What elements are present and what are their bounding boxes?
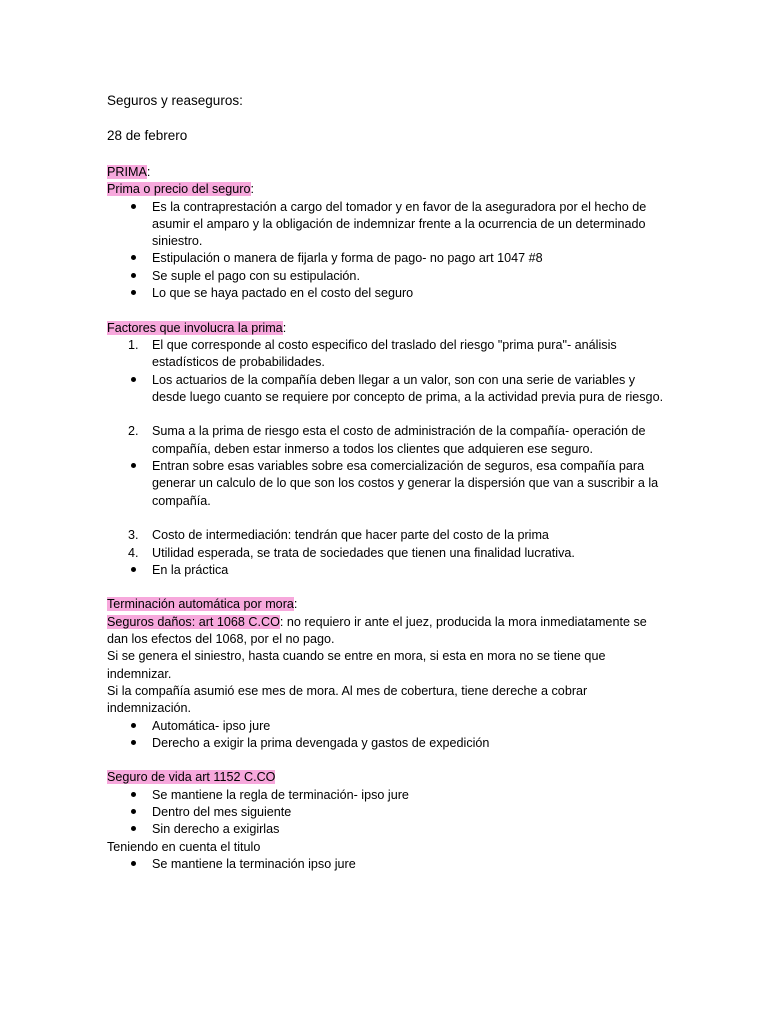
list-number: 1. bbox=[128, 337, 139, 352]
list-item: Se mantiene la terminación ipso jure bbox=[107, 856, 668, 873]
list-item: Es la contraprestación a cargo del tomador y en favor de la aseguradora por el hecho de asumir el amparo y la obligación de indemnizar frente a la ocurrencia de un determinado siniestro. bbox=[107, 199, 668, 251]
bullet-dot-icon bbox=[131, 199, 149, 216]
bullet-dot-icon bbox=[131, 562, 149, 579]
factores-list bbox=[107, 337, 668, 579]
section-prima-subheading: Prima o precio del seguro: bbox=[107, 182, 254, 197]
highlight: Factores que involucra la prima bbox=[107, 320, 283, 335]
list-item: Estipulación o manera de fijarla y forma de pago- no pago art 1047 #8 bbox=[107, 250, 668, 267]
bullet-dot-icon bbox=[131, 787, 149, 804]
highlight: Seguros daños: art 1068 C.CO bbox=[107, 614, 280, 629]
bullet-dot-icon bbox=[131, 718, 149, 735]
bullet-dot-icon bbox=[131, 285, 149, 302]
highlight: PRIMA bbox=[107, 165, 147, 179]
titulo-bullet-list bbox=[107, 856, 668, 873]
bullet-dot-icon bbox=[131, 856, 149, 873]
bullet-dot-icon bbox=[131, 372, 149, 389]
list-item: 3. Costo de intermediación: tendrán que hacer parte del costo de la prima bbox=[107, 527, 668, 544]
bullet-dot-icon bbox=[131, 250, 149, 267]
highlight: Terminación automática por mora bbox=[107, 597, 294, 612]
vida-bullet-list bbox=[107, 787, 668, 839]
list-item: Entran sobre esas variables sobre esa comercialización de seguros, esa compañía para generar un calculo de lo que son los costos y generar la dispersión que van a suscribir a la compañía. bbox=[107, 458, 668, 510]
document-title: Seguros y reaseguros: bbox=[107, 93, 243, 108]
highlight: Seguro de vida art 1152 C.CO bbox=[107, 770, 276, 785]
document-date: 28 de febrero bbox=[107, 128, 188, 143]
list-item: Se mantiene la regla de terminación- ipso jure bbox=[107, 787, 668, 804]
list-item: Automática- ipso jure bbox=[107, 718, 668, 735]
list-item: Se suple el pago con su estipulación. bbox=[107, 268, 668, 285]
paragraph: Si la compañía asumió ese mes de mora. Al mes de cobertura, tiene dereche a cobrar indemnización. bbox=[107, 683, 588, 716]
list-number: 3. bbox=[128, 528, 139, 543]
list-item: En la práctica bbox=[107, 562, 668, 579]
bullet-dot-icon bbox=[131, 804, 149, 821]
bullet-dot-icon bbox=[131, 458, 149, 475]
bullet-dot-icon bbox=[131, 268, 149, 285]
prima-bullet-list bbox=[107, 199, 668, 303]
paragraph: Teniendo en cuenta el titulo bbox=[107, 839, 261, 854]
section-factores-heading: Factores que involucra la prima: bbox=[107, 320, 287, 335]
paragraph: Si se genera el siniestro, hasta cuando se entre en mora, si esta en mora no se tiene que indemnizar. bbox=[107, 649, 606, 681]
list-number: 4. bbox=[128, 545, 139, 560]
bullet-dot-icon bbox=[131, 821, 149, 838]
section-prima-heading: PRIMA: bbox=[107, 165, 151, 179]
highlight: Prima o precio del seguro bbox=[107, 182, 251, 197]
section-vida-heading bbox=[107, 769, 668, 786]
list-number: 2. bbox=[128, 424, 139, 439]
list-item: 2. Suma a la prima de riesgo esta el costo de administración de la compañía- operación de compañía, deben estar inmerso a todos los clientes que adquieren ese seguro. bbox=[128, 424, 646, 456]
list-item: Derecho a exigir la prima devengada y gastos de expedición bbox=[107, 735, 668, 752]
section-mora-heading: Terminación automática por mora: bbox=[107, 597, 298, 612]
list-item: 1. El que corresponde al costo especifico del traslado del riesgo "prima pura"- análisis estadísticos de probabilidades. bbox=[128, 337, 617, 370]
list-item: Dentro del mes siguiente bbox=[107, 804, 668, 821]
list-item: Lo que se haya pactado en el costo del seguro bbox=[107, 285, 668, 302]
bullet-dot-icon bbox=[131, 735, 149, 752]
list-item: Sin derecho a exigirlas bbox=[107, 821, 668, 838]
list-item: Los actuarios de la compañía deben llegar a un valor, son con una serie de variables y desde luego cuanto se requiere por concepto de prima, a la actividad previa pura de riesgo. bbox=[107, 372, 668, 407]
mora-bullet-list bbox=[107, 718, 668, 753]
section-mora-subheading: Seguros daños: art 1068 C.CO: no requiero ir ante el juez, producida la mora inmediatamente se dan los efectos del 1068, por el no pago. bbox=[107, 614, 647, 647]
list-item: 4. Utilidad esperada, se trata de sociedades que tienen una finalidad lucrativa. bbox=[107, 545, 668, 562]
